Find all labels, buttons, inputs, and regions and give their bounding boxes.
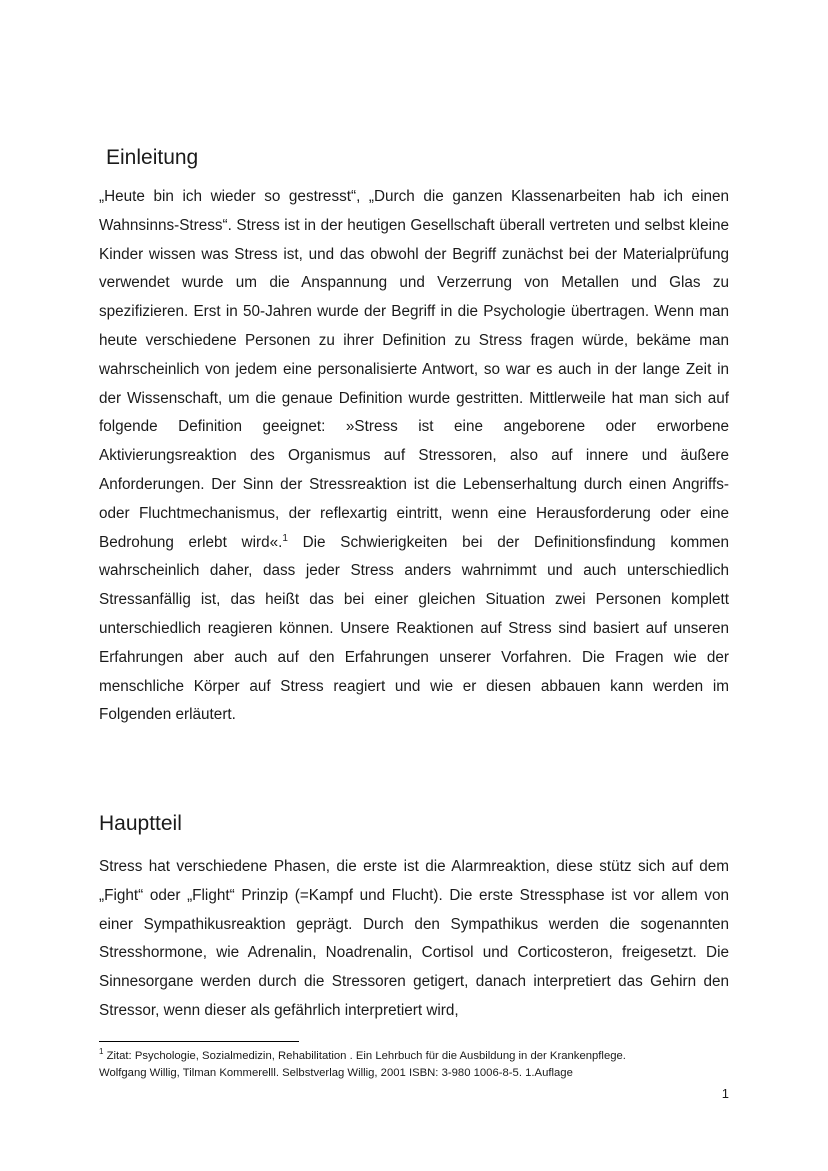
main-heading: Hauptteil [99,812,182,835]
page-number: 1 [721,1086,729,1101]
footnote-separator [99,1041,299,1042]
intro-heading: Einleitung [106,146,199,169]
footnote-line-2: Wolfgang Willig, Tilman Kommerelll. Selbstverlag Willig, 2001 ISBN: 3-980 1006-8-5. 1.Auflage [99,1067,573,1079]
intro-text-part2: Die Schwierigkeiten bei der Definitionsfindung kommen wahrscheinlich daher, dass jeder Stress anders wahrnimmt und auch unterschiedlich Stressanfällig ist, das heißt das bei einer gleichen Situation zwei Personen komplett unterschiedlich reagieren können. Unsere Reaktionen auf Stress sind basiert auf unseren Erfahrungen aber auch auf den Erfahrungen unserer Vorfahren. Die Fragen wie der menschliche Körper auf Stress reagiert und wie er diesen abbauen kann werden im Folgenden erläutert. [99,533,729,724]
footnote [99,1048,739,1082]
intro-text-part1: „Heute bin ich wieder so gestresst“, „Durch die ganzen Klassenarbeiten hab ich einen Wahnsinns-Stress“. Stress ist in der heutigen Gesellschaft überall vertreten und selbst kleine Kinder wissen was Stress ist, und das obwohl der Begriff zunächst bei der Materialprüfung verwendet wurde um die Anspannung und Verzerrung von Metallen und Glas zu spezifizieren. Erst in 50-Jahren wurde der Begriff in die Psychologie übertragen. Wenn man heute verschiedene Personen zu ihrer Definition zu Stress fragen würde, bekäme man wahrscheinlich von jedem eine personalisierte Antwort, so war es auch in der lange Zeit in der Wissenschaft, um die genaue Definition wurde gestritten. Mittlerweile hat man sich auf folgende Definition geeignet: »Stress ist eine angeborene oder erworbene Aktivierungsreaktion des Organismus auf Stressoren, also auf innere und äußere Anforderungen. Der Sinn der Stressreaktion ist die Lebenserhaltung durch einen Angriffs- oder Fluchtmechanismus, der reflexartig eintritt, wenn eine Herausforderung oder eine Bedrohung erlebt wird«. [99,188,729,551]
intro-paragraph [99,183,729,730]
footnote-mark: 1 [99,1047,104,1057]
main-paragraph: Stress hat verschiedene Phasen, die erste ist die Alarmreaktion, diese stütz sich auf dem „Fight“ oder „Flight“ Prinzip (=Kampf und Flucht). Die erste Stressphase ist vor allem von einer Sympathikusreaktion geprägt. Durch den Sympathikus werden die sogenannten Stresshormone, wie Adrenalin, Noadrenalin, Cortisol und Corticosteron, freigesetzt. Die Sinnesorgane werden durch die Stressoren getigert, danach interpretiert das Gehirn den Stressor, wenn dieser als gefährlich interpretiert wird, [99,858,729,1019]
footnote-citation-text: Zitat: Psychologie, Sozialmedizin, Rehabilitation . Ein Lehrbuch für die Ausbildung in der Krankenpflege. [103,1050,626,1062]
footnote-line-1 [99,1048,739,1065]
footnote-reference[interactable]: 1 [282,532,288,544]
